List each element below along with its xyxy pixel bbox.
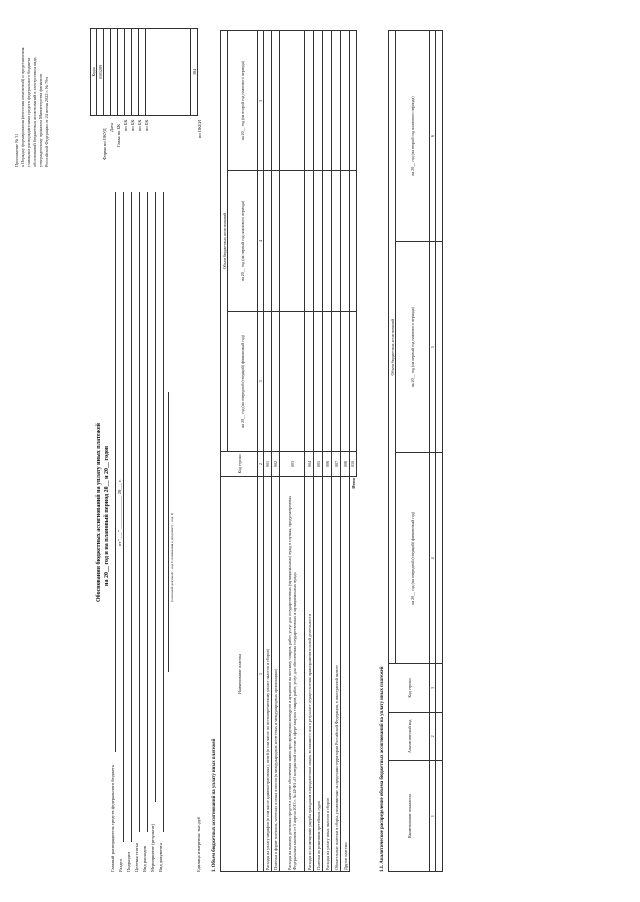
col-name-header: Наименование платежа (221, 476, 258, 871)
row-code: 003 (280, 452, 305, 477)
field-label: Целевая статья (134, 843, 139, 872)
appendix-line: обоснований бюджетных ассигнований в электронном виде, (32, 56, 37, 167)
date-line: от "___" _______________ 20___ г. (117, 479, 122, 546)
payments-table (220, 30, 357, 872)
field-label: Вид документа (158, 843, 163, 872)
date-label: Дата (109, 123, 114, 132)
col-number: 1 (258, 476, 264, 871)
row-code: 002 (272, 452, 280, 477)
col-year3-header: на 20__ год (на второй год планового периода) (228, 31, 258, 171)
table-row (314, 31, 323, 872)
col-number: 3 (258, 311, 264, 451)
col-number: 2 (258, 452, 264, 477)
okud-code: 0505289 (97, 29, 104, 116)
col-number: 2 (430, 712, 436, 761)
col-group-header: Объем бюджетных ассигнований (221, 31, 228, 452)
col-code-header: Код строки (389, 664, 430, 712)
col-group-header: Объем бюджетных ассигнований (389, 31, 396, 664)
col-year1-header: на 20__ год (на очередной (текущий) финансовый год) (228, 311, 258, 451)
analytical-table (388, 30, 443, 872)
row-name: Обязательные платежи и сборы, уплачиваемые за пределами территории Российской Федерации, в иностранной валюте (332, 476, 341, 871)
col-number: 3 (430, 664, 436, 712)
col-code-header: Код строки (221, 452, 258, 477)
field-label: Главный распорядитель средств федерального бюджета (110, 765, 115, 872)
table-row (323, 31, 332, 872)
row-name: Платежи по решениям третейских судов (314, 476, 323, 871)
table-row (305, 31, 314, 872)
appendix-line: Российской Федерации от 24 июня 2022 г. № 79н (44, 77, 49, 167)
row-name: Другие платежи (341, 476, 350, 871)
section-1-title: 1. Объем бюджетных ассигнований на уплату иных платежей (212, 738, 217, 872)
col-year1-header: на 20__ год (на очередной (текущий) финансовый год) (396, 453, 430, 664)
row-code: 004 (305, 452, 314, 477)
bk-label: по БК (137, 119, 142, 131)
document-title-period: на 20__ год и на плановый период 20__ и 20__ годов (104, 445, 110, 586)
appendix-line: главными распорядителями средств федерального бюджета (26, 57, 31, 167)
col-number: 1 (430, 761, 436, 872)
col-number: 5 (258, 31, 264, 171)
field-label: Раздел (118, 859, 123, 872)
table-row (280, 31, 305, 872)
table-row (272, 31, 280, 872)
bk-label: по БК (123, 119, 128, 131)
total-row (350, 31, 357, 872)
units-label: Единица измерения: тыс.руб (196, 816, 201, 872)
row-name: Платежи в форме членских, членских и иных взносов (в международных агентствах и международных организациях) (272, 476, 280, 871)
col-year2-header: на 20__ год (на первый год планового периода) (228, 171, 258, 311)
table-row (264, 31, 272, 872)
bk-label: по БК (144, 119, 149, 131)
col-number: 6 (430, 31, 436, 242)
bk-label: Глава по БК (116, 123, 121, 147)
appendix-line: к Порядку формирования (внесения изменений) и представления (20, 47, 25, 167)
field-label: Вид расходов (142, 846, 147, 872)
document-title: Обоснования бюджетных ассигнований на уплату иных платежей (96, 423, 102, 602)
row-code: 001 (264, 452, 272, 477)
col-indicator-header: Наименование показателя (389, 761, 430, 872)
row-code: 008 (341, 452, 350, 477)
appendix-line: утвержденному приказом Министерства финансов (38, 74, 43, 167)
col-number: 4 (430, 453, 436, 664)
row-name: Расходы на уплату штрафов (в том числе административных), пеней (в том числе по несвоевременному уплате налогов и сборов) (264, 476, 272, 871)
col-number: 5 (430, 242, 436, 453)
total-label: Итого (350, 476, 357, 871)
row-name: Расходы на уплату иных налогов и сборов (323, 476, 332, 871)
form-okud-label: Форма по ОКУД (102, 128, 107, 160)
table-row (332, 31, 341, 872)
col-year2-header: на 20__ год (на первый год планового периода) (396, 242, 430, 453)
codes-header: Коды (91, 29, 97, 116)
field-label: Подраздел (126, 851, 131, 872)
row-code: 007 (332, 452, 341, 477)
okei-label: по ОКЕИ (197, 119, 202, 138)
row-code: 006 (323, 452, 332, 477)
doc-type-note: (основной документ - код 0, изменения к документу - код 1) (170, 512, 174, 602)
codes-table (90, 28, 198, 116)
okei-code: 384 (191, 29, 198, 116)
field-label: Мероприятие (результат) (150, 823, 155, 872)
row-name: Расходы по возмещению ущерба гражданам и юридическим лицам, возникшего или в результате осуществления правоприменительной деятельности (305, 476, 314, 871)
table-row (341, 31, 350, 872)
col-number: 4 (258, 171, 264, 311)
total-code: 010 (350, 452, 357, 477)
row-name: Расходы на выплату денежных средств в качестве обеспечения заявок при проведении конкурсов и аукционов на поставку товаров, работ, услуг для государственных (муниципальных) нужд в случаях, предусмотренных Федеральным законом от 5 апреля 2013 г. № 44-ФЗ «О контрактной системе в сфере закупок товаров, работ, услуг для обеспечения государственных и муниципальных нужд» (280, 476, 305, 871)
table-row (436, 31, 443, 872)
row-code: 005 (314, 452, 323, 477)
bk-label: по БК (130, 119, 135, 131)
section-1-1-title: 1.1. Аналитическое распределение объема бюджетных ассигнований на уплату иных платежей (380, 666, 385, 872)
appendix-line: Приложение № 31 (14, 133, 19, 167)
col-year3-header: на 20__ год (на второй год планового периода) (396, 31, 430, 242)
col-analytic-header: Аналитический код (389, 712, 430, 761)
